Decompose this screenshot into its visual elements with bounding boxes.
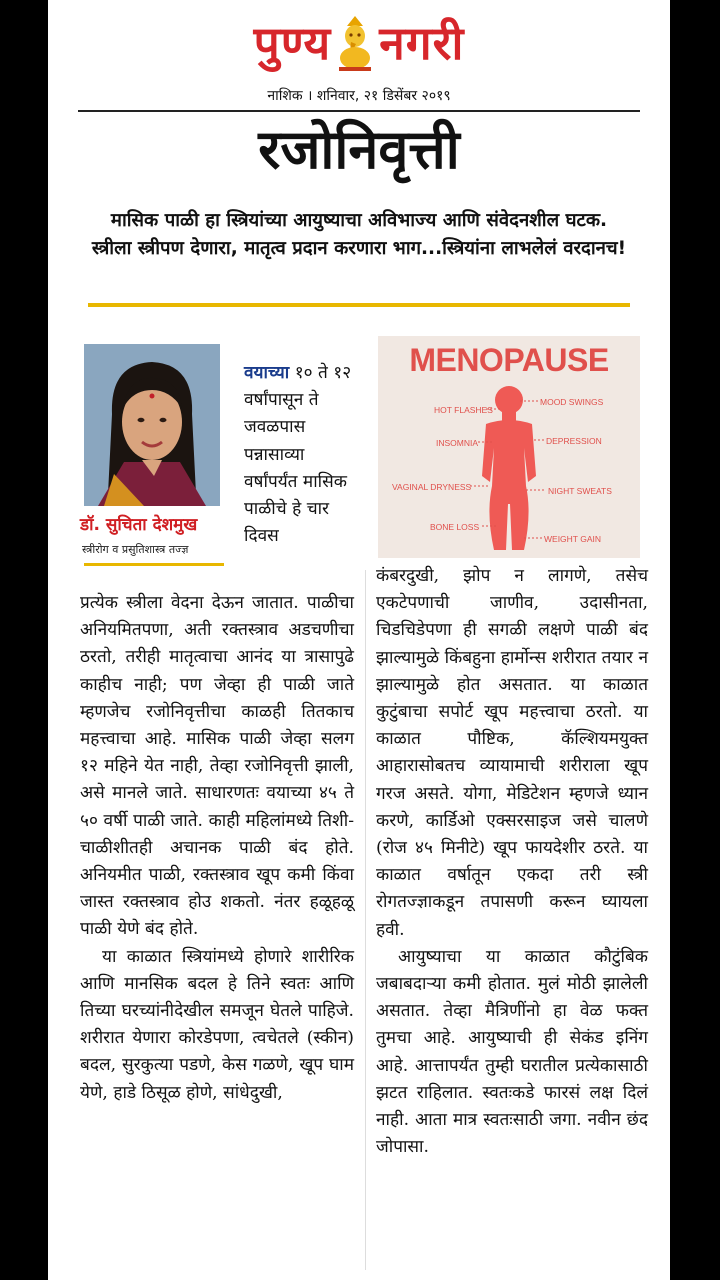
logo-text-left: पुण्य (253, 16, 332, 70)
paragraph: प्रत्येक स्त्रीला वेदना देऊन जातात. पाळीचा अनियमितपणा, अती रक्तस्त्राव अडचणीचा ठरतो, तरीही मातृत्वाचा आनंद या त्रासापुढे काहीच नाही; पण जेव्हा ही पाळी जाते म्हणजेच रजोनिवृत्तीचा काळही तितकाच महत्त्वाचा आहे. मासिक पाळी जेव्हा सलग १२ महिने येत नाही, तेव्हा रजोनिवृत्ती झाली, असे मानले जाते. साधारणतः वयाच्या ४५ ते ५० वर्षी पाळी जाते. काही महिलांमध्ये तिशी- चाळीशीतही अचानक पाळी बंद होते. अनियमीत पाळी, रक्तस्त्राव खूप कमी किंवा जास्त रक्तस्त्राव होउ शकतो. नंतर हळूहळू पाळी येणे बंद होते. (80, 593, 354, 940)
deck-divider (88, 303, 630, 307)
right-column (376, 563, 648, 1161)
intro-text: १० ते १२ वर्षांपासून ते जवळपास पन्नासाव्या वर्षांपर्यंत मासिक पाळीचे हे चार दिवस (244, 363, 352, 547)
label-vaginal-dryness: VAGINAL DRYNESS (392, 482, 472, 492)
lead-word: वयाच्या (244, 363, 290, 383)
paragraph: आयुष्याचा या काळात कौटुंबिक जबाबदाऱ्या कमी होतात. मुलं मोठी झालेली असतात. तेव्हा मैत्रिणींनो हा वेळ फक्त तुमचा आहे. आयुष्याची ही सेकंड इनिंग आहे. आत्तापर्यंत तुम्ही घरातील प्रत्येकासाठी झटत राहिलात. स्वतःकडे फारसं लक्ष दिलं नाही. आता मात्र स्वतःसाठी जगा. नवीन छंद जोपासा. (376, 946, 648, 1158)
masthead-divider (78, 110, 640, 112)
masthead (48, 14, 670, 72)
dateline: नाशिक । शनिवार, २१ डिसेंबर २०१९ (267, 88, 451, 104)
logo-text-right: नगरी (379, 16, 465, 70)
author-divider (84, 563, 224, 566)
newspaper-page (48, 0, 670, 1280)
label-weight-gain: WEIGHT GAIN (544, 534, 601, 544)
newspaper-logo (254, 14, 465, 72)
menopause-infographic (378, 336, 640, 558)
article-deck: मासिक पाळी हा स्त्रियांच्या आयुष्याचा अविभाज्य आणि संवेदनशील घटक. स्त्रीला स्त्रीपण देणारा, मातृत्व प्रदान करणारा भाग...स्त्रियांना लाभलेलं वरदानच! (91, 210, 627, 259)
ganesh-icon (335, 14, 375, 72)
paragraph: कंबरदुखी, झोप न लागणे, तसेच एकटेपणाची जाणीव, उदासीनता, चिडचिडेपणा ही सगळी लक्षणे पाळी बंद झाल्यामुळे किंबहुना हार्मोन्स शरीरात तयार न झाल्यामुळे होत असतात. या काळात कुटुंबाचा सपोर्ट खूप महत्त्वाचा ठरतो. या काळात पौष्टिक, कॅल्शियमयुक्त आहारासोबतच व्यायामाची शरीराला खूप गरज असते. योगा, मेडिटेशन म्हणजे ध्यान करणे, कार्डिओ एक्सरसाइज जसे चालणे (रोज ४५ मिनीटे) खूप फायदेशीर ठरते. या काळात वर्षातून एकदा तरी स्त्री रोगतज्ज्ञाकडून तपासणी करून घ्यायला हवी. (376, 566, 648, 940)
label-insomnia: INSOMNIA (436, 438, 479, 448)
label-bone-loss: BONE LOSS (430, 522, 480, 532)
left-column (80, 590, 354, 1107)
infographic-title: MENOPAUSE (409, 342, 609, 378)
label-depression: DEPRESSION (546, 436, 602, 446)
label-mood-swings: MOOD SWINGS (540, 397, 604, 407)
intro-column (244, 360, 352, 550)
label-hot-flashes: HOT FLASHES (434, 405, 493, 415)
column-divider (365, 570, 366, 1270)
label-night-sweats: NIGHT SWEATS (548, 486, 612, 496)
paragraph: या काळात स्त्रियांमध्ये होणारे शारीरिक आणि मानसिक बदल हे तिने स्वतः आणि तिच्या घरच्यांनीदेखील समजून घेतले पाहिजे. शरीरात येणारा कोरडेपणा, त्वचेतले (स्कीन) बदल, सुरकुत्या पडणे, केस गळणे, खूप घाम येणे, हाडे ठिसूळ होणे, सांधेदुखी, (80, 946, 354, 1103)
article-headline: रजोनिवृत्ती (258, 118, 460, 181)
author-title: स्त्रीरोग व प्रसुतिशास्त्र तज्ज्ञ (82, 543, 189, 556)
author-photo (84, 344, 220, 506)
body-silhouette (378, 336, 640, 558)
author-name: डॉ. सुचिता देशमुख (80, 515, 198, 535)
